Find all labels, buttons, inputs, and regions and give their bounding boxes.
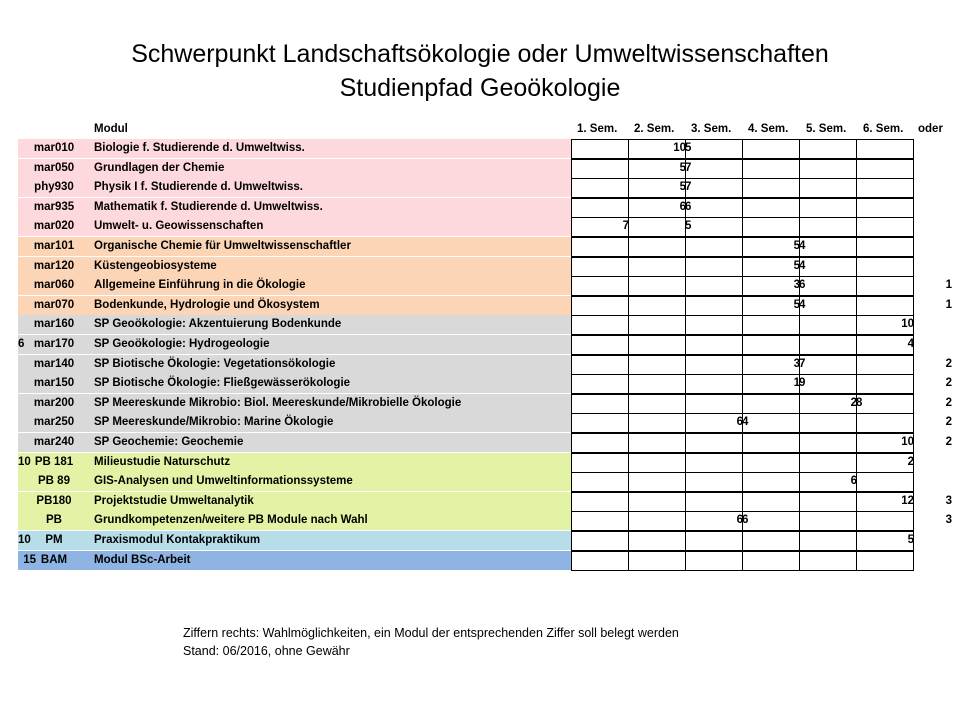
semester-cell <box>685 335 743 355</box>
header-sem2: 2. Sem. <box>634 123 675 135</box>
semester-cell <box>571 413 629 433</box>
page-subtitle: Studienpfad Geoökologie <box>339 74 621 102</box>
module-name: Küstengeobiosysteme <box>94 259 217 272</box>
credit-value: 7 <box>622 220 629 233</box>
semester-cell <box>571 394 629 414</box>
semester-cell <box>685 257 743 277</box>
semester-cell <box>628 551 686 571</box>
oder-group: 2 <box>945 377 952 390</box>
semester-cell <box>799 413 857 433</box>
credit-value: 10 <box>901 436 914 448</box>
semester-cell <box>856 139 914 159</box>
semester-cell <box>799 433 857 453</box>
semester-cell <box>628 237 686 257</box>
header-modul: Modul <box>94 123 128 135</box>
oder-group: 2 <box>945 396 952 409</box>
module-code: mar020 <box>33 220 75 233</box>
module-name: Bodenkunde, Hydrologie und Ökosystem <box>94 298 320 311</box>
semester-cell <box>742 315 800 335</box>
credit-value: 4 <box>799 240 806 252</box>
semester-cell <box>742 139 800 159</box>
oder-group: 2 <box>945 357 952 370</box>
module-name: Grundkompetenzen/weitere PB Module nach Wahl <box>94 514 368 527</box>
module-code: mar170 <box>33 338 75 350</box>
semester-cell <box>571 198 629 218</box>
module-code: mar160 <box>33 318 75 331</box>
semester-cell <box>571 296 629 316</box>
module-name: Projektstudie Umweltanalytik <box>94 494 254 507</box>
semester-cell <box>799 315 857 335</box>
credit-value: 4 <box>799 259 806 272</box>
semester-cell <box>571 139 629 159</box>
module-code: mar060 <box>33 279 75 292</box>
semester-cell <box>685 276 743 296</box>
semester-cell <box>628 296 686 316</box>
semester-cell <box>742 492 800 512</box>
semester-cell <box>685 551 743 571</box>
module-name: SP Geoökologie: Akzentuierung Bodenkunde <box>94 318 342 331</box>
semester-cell <box>856 217 914 237</box>
semester-cell <box>685 531 743 551</box>
semester-cell <box>685 355 743 375</box>
module-code: mar070 <box>33 298 75 311</box>
module-code: mar050 <box>33 161 75 174</box>
semester-cell <box>742 433 800 453</box>
page-title: Schwerpunkt Landschaftsökologie oder Umweltwissenschaften <box>131 40 829 68</box>
semester-cell <box>799 492 857 512</box>
semester-cell <box>628 511 686 531</box>
module-name: SP Geochemie: Geochemie <box>94 436 244 448</box>
credit-value: 6 <box>736 416 743 429</box>
module-code: mar010 <box>33 142 75 154</box>
semester-cell <box>571 453 629 473</box>
semester-cell <box>685 237 743 257</box>
module-name: SP Meereskunde/Mikrobio: Marine Ökologie <box>94 416 334 429</box>
module-code: mar200 <box>33 396 75 409</box>
semester-cell <box>628 492 686 512</box>
semester-cell <box>856 413 914 433</box>
module-code: PB180 <box>36 494 72 507</box>
module-name: Physik I f. Studierende d. Umweltwiss. <box>94 181 303 194</box>
semester-cell <box>742 178 800 198</box>
semester-cell <box>742 159 800 179</box>
semester-cell <box>571 315 629 335</box>
module-code: mar150 <box>33 377 75 390</box>
semester-cell <box>628 276 686 296</box>
credit-value: 8 <box>856 396 863 409</box>
module-code: PM <box>45 534 63 546</box>
module-name: Modul BSc-Arbeit <box>94 553 191 566</box>
semester-cell <box>571 433 629 453</box>
credit-value: 6 <box>742 514 749 527</box>
semester-cell <box>856 178 914 198</box>
credit-value: 6 <box>685 200 692 213</box>
semester-cell <box>628 257 686 277</box>
credit-value: 4 <box>742 416 749 429</box>
module-name: GIS-Analysen und Umweltinformationssysteme <box>94 475 353 488</box>
oder-group: 1 <box>945 279 952 292</box>
credit-value: 6 <box>18 338 25 350</box>
module-name: Umwelt- u. Geowissenschaften <box>94 220 264 233</box>
semester-cell <box>856 472 914 492</box>
semester-cell <box>799 511 857 531</box>
semester-cell <box>628 217 686 237</box>
semester-cell <box>571 257 629 277</box>
module-name: SP Meereskunde Mikrobio: Biol. Meereskunde/Mikrobielle Ökologie <box>94 396 462 409</box>
semester-cell <box>856 551 914 571</box>
credit-value: 10 <box>18 534 31 546</box>
module-code: PB <box>46 514 62 527</box>
footnote-wahl: Ziffern rechts: Wahlmöglichkeiten, ein Modul der entsprechenden Ziffer soll belegt werden <box>183 626 679 640</box>
semester-cell <box>571 237 629 257</box>
credit-value: 5 <box>685 220 692 233</box>
semester-cell <box>799 531 857 551</box>
module-name: SP Geoökologie: Hydrogeologie <box>94 338 270 350</box>
semester-cell <box>628 335 686 355</box>
footnote-stand: Stand: 06/2016, ohne Gewähr <box>183 644 350 658</box>
semester-cell <box>856 257 914 277</box>
credit-value: 10 <box>901 318 914 331</box>
semester-cell <box>571 511 629 531</box>
credit-value: 12 <box>901 494 914 507</box>
semester-cell <box>799 139 857 159</box>
credit-value: 5 <box>679 181 686 194</box>
semester-cell <box>628 453 686 473</box>
header-sem5: 5. Sem. <box>806 123 847 135</box>
module-name: Praxismodul Kontakpraktikum <box>94 534 261 546</box>
semester-cell <box>685 472 743 492</box>
credit-value: 5 <box>793 298 800 311</box>
credit-value: 6 <box>679 200 686 213</box>
oder-group: 3 <box>945 514 952 527</box>
semester-cell <box>685 492 743 512</box>
credit-value: 6 <box>736 514 743 527</box>
semester-cell <box>628 472 686 492</box>
semester-cell <box>742 453 800 473</box>
oder-group: 3 <box>945 494 952 507</box>
semester-cell <box>742 217 800 237</box>
oder-group: 1 <box>945 298 952 311</box>
semester-cell <box>742 551 800 571</box>
semester-cell <box>799 551 857 571</box>
semester-cell <box>571 472 629 492</box>
module-name: Mathematik f. Studierende d. Umweltwiss. <box>94 200 323 213</box>
semester-cell <box>742 394 800 414</box>
module-code: mar240 <box>33 436 75 448</box>
semester-cell <box>799 178 857 198</box>
credit-value: 4 <box>799 298 806 311</box>
semester-cell <box>856 355 914 375</box>
semester-cell <box>571 492 629 512</box>
semester-cell <box>685 315 743 335</box>
module-code: PB 89 <box>38 475 70 488</box>
credit-value: 3 <box>793 357 800 370</box>
semester-cell <box>742 335 800 355</box>
semester-cell <box>571 355 629 375</box>
semester-cell <box>571 551 629 571</box>
credit-value: 15 <box>23 553 36 566</box>
credit-value: 2 <box>850 396 857 409</box>
semester-cell <box>742 531 800 551</box>
semester-cell <box>628 433 686 453</box>
semester-cell <box>856 374 914 394</box>
credit-value: 4 <box>907 338 914 350</box>
semester-cell <box>571 178 629 198</box>
credit-value: 7 <box>799 357 806 370</box>
semester-cell <box>628 374 686 394</box>
oder-group: 2 <box>945 436 952 448</box>
header-sem6: 6. Sem. <box>863 123 904 135</box>
semester-cell <box>799 198 857 218</box>
module-name: SP Biotische Ökologie: Fließgewässerökologie <box>94 377 351 390</box>
semester-cell <box>628 315 686 335</box>
header-sem3: 3. Sem. <box>691 123 732 135</box>
module-name: Milieustudie Naturschutz <box>94 455 231 468</box>
semester-cell <box>856 159 914 179</box>
module-name: Allgemeine Einführung in die Ökologie <box>94 279 306 292</box>
semester-cell <box>571 335 629 355</box>
semester-cell <box>856 276 914 296</box>
semester-cell <box>628 355 686 375</box>
semester-cell <box>856 296 914 316</box>
semester-cell <box>856 237 914 257</box>
credit-value: 6 <box>799 279 806 292</box>
credit-value: 5 <box>907 534 914 546</box>
semester-cell <box>571 374 629 394</box>
semester-cell <box>685 394 743 414</box>
semester-cell <box>856 198 914 218</box>
oder-group: 2 <box>945 416 952 429</box>
header-oder: oder <box>918 123 943 135</box>
credit-value: 2 <box>907 455 914 468</box>
semester-cell <box>742 198 800 218</box>
module-name: Organische Chemie für Umweltwissenschaftler <box>94 240 351 252</box>
semester-cell <box>799 335 857 355</box>
semester-cell <box>685 296 743 316</box>
semester-cell <box>742 472 800 492</box>
semester-cell <box>628 413 686 433</box>
credit-value: 7 <box>685 161 692 174</box>
semester-cell <box>856 511 914 531</box>
credit-value: 6 <box>850 475 857 488</box>
module-code: mar250 <box>33 416 75 429</box>
credit-value: 3 <box>793 279 800 292</box>
semester-cell <box>685 453 743 473</box>
module-code: phy930 <box>34 181 74 194</box>
credit-value: 5 <box>793 259 800 272</box>
credit-value: 1 <box>793 377 800 390</box>
semester-cell <box>799 217 857 237</box>
credit-value: 7 <box>685 181 692 194</box>
semester-cell <box>628 531 686 551</box>
module-code: mar101 <box>33 240 75 252</box>
header-sem1: 1. Sem. <box>577 123 618 135</box>
semester-cell <box>571 531 629 551</box>
credit-value: 10 <box>673 142 686 154</box>
credit-value: 5 <box>793 240 800 252</box>
module-code: PB 181 <box>34 455 74 468</box>
semester-cell <box>571 276 629 296</box>
module-name: SP Biotische Ökologie: Vegetationsökologie <box>94 357 336 370</box>
semester-cell <box>685 374 743 394</box>
credit-value: 5 <box>685 142 692 154</box>
module-name: Biologie f. Studierende d. Umweltwiss. <box>94 142 305 154</box>
module-code: BAM <box>40 553 68 566</box>
semester-cell <box>685 433 743 453</box>
semester-cell <box>799 159 857 179</box>
credit-value: 9 <box>799 377 806 390</box>
module-name: Grundlagen der Chemie <box>94 161 225 174</box>
semester-cell <box>571 159 629 179</box>
credit-value: 5 <box>679 161 686 174</box>
semester-cell <box>628 394 686 414</box>
module-code: mar935 <box>33 200 75 213</box>
module-code: mar140 <box>33 357 75 370</box>
semester-cell <box>799 453 857 473</box>
credit-value: 10 <box>18 455 31 468</box>
module-code: mar120 <box>33 259 75 272</box>
header-sem4: 4. Sem. <box>748 123 789 135</box>
